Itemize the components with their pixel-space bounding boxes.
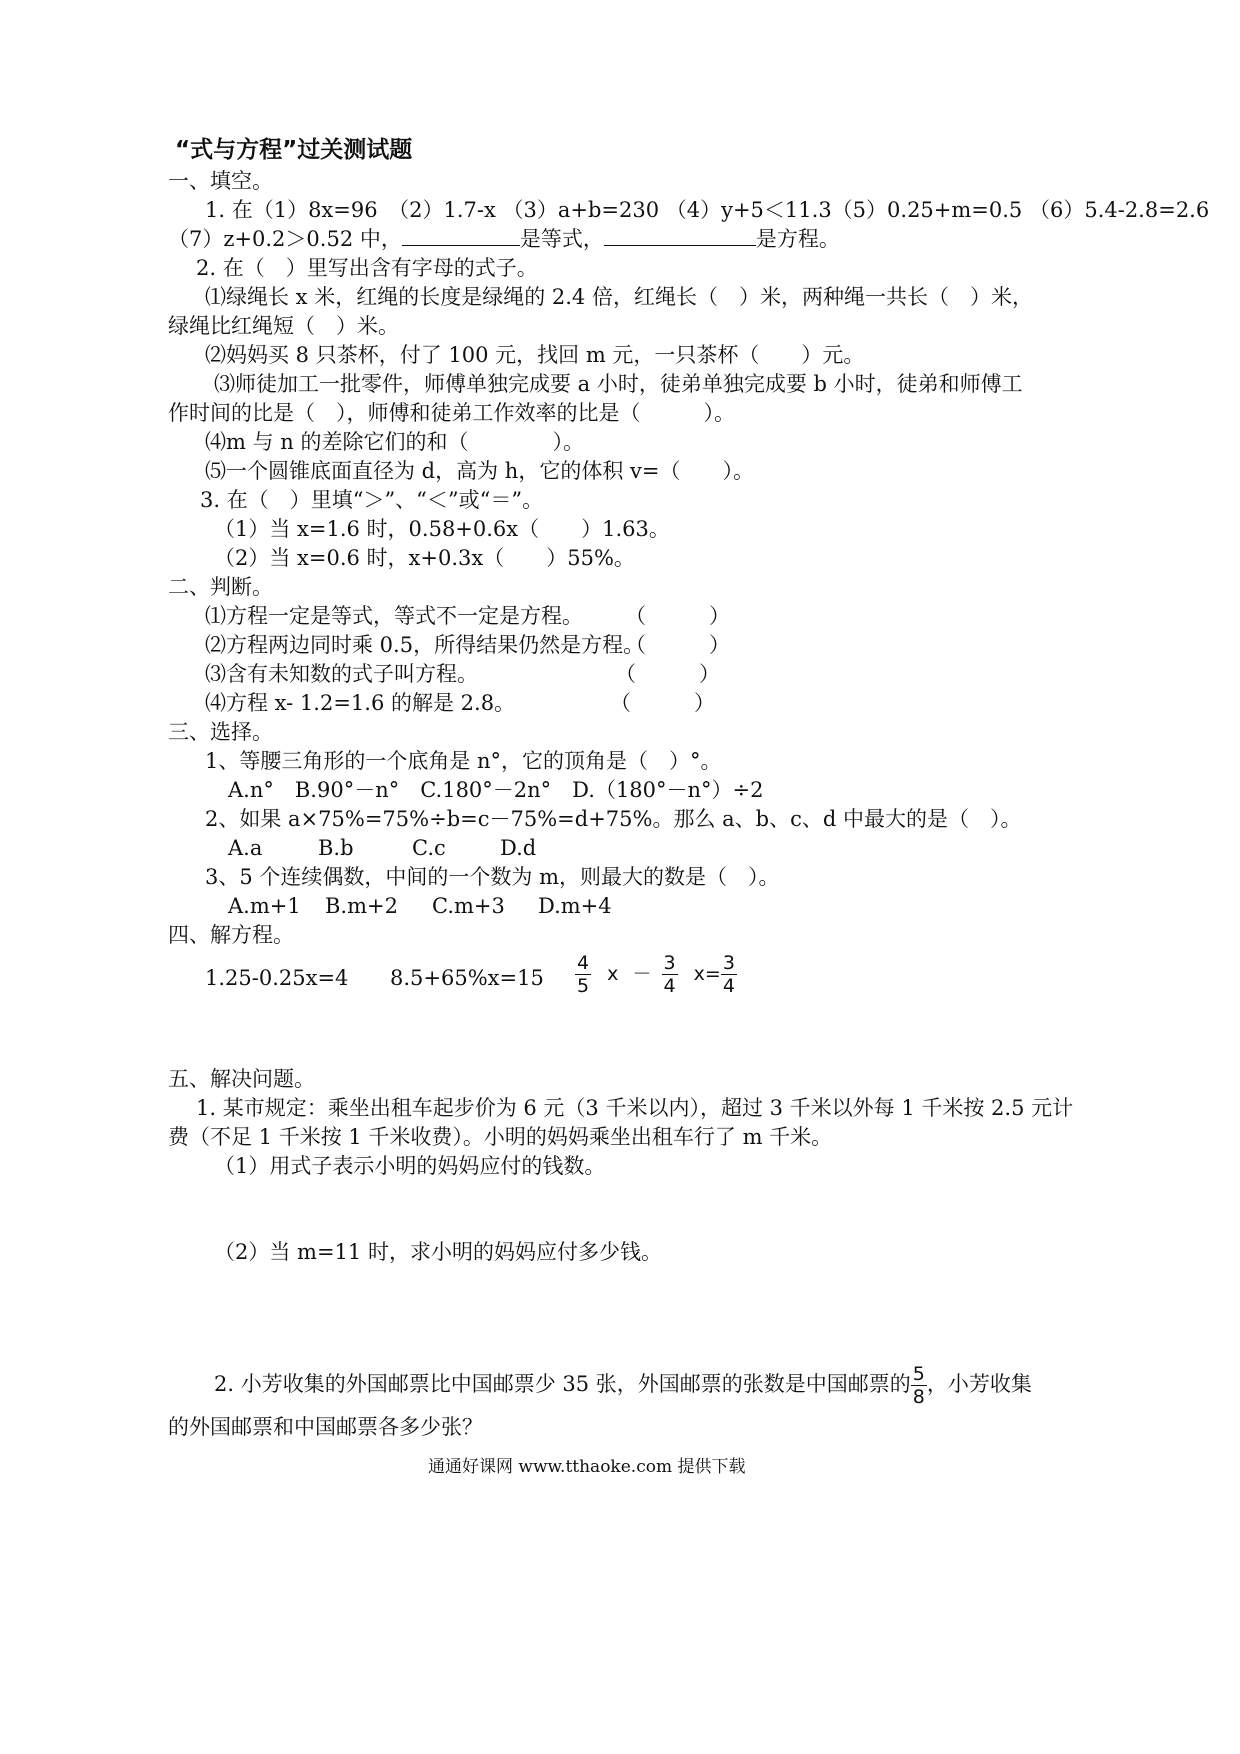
fill-q2-1-line1: ⑴绿绳长 x 米，红绳的长度是绿绳的 2.4 倍，红绳长（ ）米，两种绳一共长（ ）米，	[205, 285, 1033, 309]
fill-q2-4: ⑷m 与 n 的差除它们的和（ ）。	[205, 430, 584, 454]
judge-item-2: ⑵方程两边同时乘 0.5，所得结果仍然是方程。	[205, 633, 645, 657]
choice-option[interactable]: B.b	[318, 836, 354, 860]
choice-q1-options: A.n° B.90°－n° C.180°－2n° D.（180°－n°）÷2	[228, 778, 764, 802]
fill-q2-3-line1: ⑶师徒加工一批零件，师傅单独完成要 a 小时，徒弟单独完成要 b 小时，徒弟和师傅工	[214, 372, 1023, 396]
section-heading-problems: 五、解决问题。	[168, 1067, 315, 1091]
judge-answer-paren[interactable]: （ ）	[625, 633, 730, 657]
problem-2-line1	[214, 1362, 1032, 1407]
fill-q1-text-b: 是等式，	[519, 227, 604, 251]
section-heading-equations: 四、解方程。	[168, 923, 294, 947]
choice-option[interactable]: D.d	[500, 836, 537, 860]
choice-option[interactable]: A.a	[228, 836, 263, 860]
choice-q2: 2、如果 a×75%=75%÷b=c－75%=d+75%。那么 a、b、c、d 中最大的是（ ）。	[205, 807, 1022, 831]
fraction-denominator: 4	[663, 975, 676, 997]
fill-q3-2: （2）当 x=0.6 时，x+0.3x（ ）55%。	[214, 546, 635, 570]
fill-q3-1: （1）当 x=1.6 时，0.58+0.6x（ ）1.63。	[214, 517, 670, 541]
fill-q3-intro: 3. 在（ ）里填“＞”、“＜”或“＝”。	[200, 488, 544, 512]
fill-q1-text-a: （7）z+0.2＞0.52 中，	[168, 227, 402, 251]
fraction-numerator: 5	[912, 1363, 925, 1385]
variable-x: x	[607, 963, 619, 985]
choice-q3: 3、5 个连续偶数，中间的一个数为 m，则最大的数是（ ）。	[205, 865, 780, 889]
fraction	[721, 953, 737, 996]
fraction	[662, 953, 678, 996]
equation-2: 8.5+65%x=15	[390, 966, 544, 990]
choice-option[interactable]: D.m+4	[538, 894, 612, 918]
judge-answer-paren[interactable]: （ ）	[625, 604, 730, 628]
problem-2-text-end: ，小芳收集	[926, 1372, 1032, 1396]
fill-q2-3-line2: 作时间的比是（ ），师傅和徒弟工作效率的比是（ ）。	[168, 401, 735, 425]
choice-option[interactable]: C.m+3	[432, 894, 505, 918]
variable-x-equals: x=	[693, 963, 721, 985]
fill-q2-intro: 2. 在（ ）里写出含有字母的式子。	[196, 256, 538, 280]
fill-q2-5: ⑸一个圆锥底面直径为 d，高为 h，它的体积 v=（ ）。	[205, 459, 754, 483]
fill-q2-2: ⑵妈妈买 8 只茶杯，付了 100 元，找回 m 元，一只茶杯（ ）元。	[205, 343, 865, 367]
problem-1-sub1: （1）用式子表示小明的妈妈应付的钱数。	[214, 1154, 606, 1178]
problem-1-sub2: （2）当 m=11 时，求小明的妈妈应付多少钱。	[214, 1240, 662, 1264]
choice-q1: 1、等腰三角形的一个底角是 n°，它的顶角是（ ）°。	[205, 749, 722, 773]
judge-item-1: ⑴方程一定是等式，等式不一定是方程。	[205, 604, 583, 628]
judge-item-4: ⑷方程 x- 1.2=1.6 的解是 2.8。	[205, 691, 516, 715]
problem-1-line2: 费（不足 1 千米按 1 千米收费）。小明的妈妈乘坐出租车行了 m 千米。	[168, 1125, 833, 1149]
fraction	[575, 953, 591, 996]
judge-answer-paren[interactable]: （ ）	[610, 691, 715, 715]
fraction-numerator: 3	[663, 952, 676, 974]
section-heading-fill: 一、填空。	[168, 169, 273, 193]
problem-1-line1: 1. 某市规定：乘坐出租车起步价为 6 元（3 千米以内），超过 3 千米以外每 1 千米按 2.5 元计	[196, 1096, 1074, 1120]
equation-3	[575, 953, 737, 996]
answer-blank[interactable]	[402, 225, 520, 246]
page-title: “式与方程”过关测试题	[175, 137, 413, 163]
problem-2-text: 2. 小芳收集的外国邮票比中国邮票少 35 张，外国邮票的张数是中国邮票的	[214, 1372, 911, 1396]
fraction-numerator: 3	[722, 952, 735, 974]
minus-sign: －	[632, 963, 652, 985]
fraction-denominator: 4	[722, 975, 735, 997]
choice-option[interactable]: B.m+2	[325, 894, 398, 918]
section-heading-choice: 三、选择。	[168, 720, 273, 744]
section-heading-judge: 二、判断。	[168, 575, 273, 599]
fraction-denominator: 5	[577, 975, 590, 997]
fill-q2-1-line2: 绿绳比红绳短（ ）米。	[168, 314, 399, 338]
problem-2-line2: 的外国邮票和中国邮票各多少张？	[168, 1415, 483, 1439]
fraction-numerator: 4	[577, 952, 590, 974]
judge-item-3: ⑶含有未知数的式子叫方程。	[205, 662, 478, 686]
fill-q1-text-c: 是方程。	[755, 227, 840, 251]
page-footer: 通通好课网 www.tthaoke.com 提供下载	[428, 1457, 746, 1477]
fraction-denominator: 8	[912, 1386, 925, 1408]
judge-answer-paren[interactable]: （ ）	[615, 662, 720, 686]
answer-blank[interactable]	[604, 225, 756, 246]
choice-option[interactable]: A.m+1	[228, 894, 301, 918]
fill-q1-line2	[168, 225, 840, 253]
fill-q1-line1: 1. 在（1）8x=96 （2）1.7-x （3）a+b=230 （4）y+5＜11.3（5）0.25+m=0.5 （6）5.4-2.8=2.6	[205, 198, 1210, 222]
choice-option[interactable]: C.c	[412, 836, 446, 860]
equation-1: 1.25-0.25x=4	[205, 966, 349, 990]
fraction	[911, 1364, 927, 1407]
